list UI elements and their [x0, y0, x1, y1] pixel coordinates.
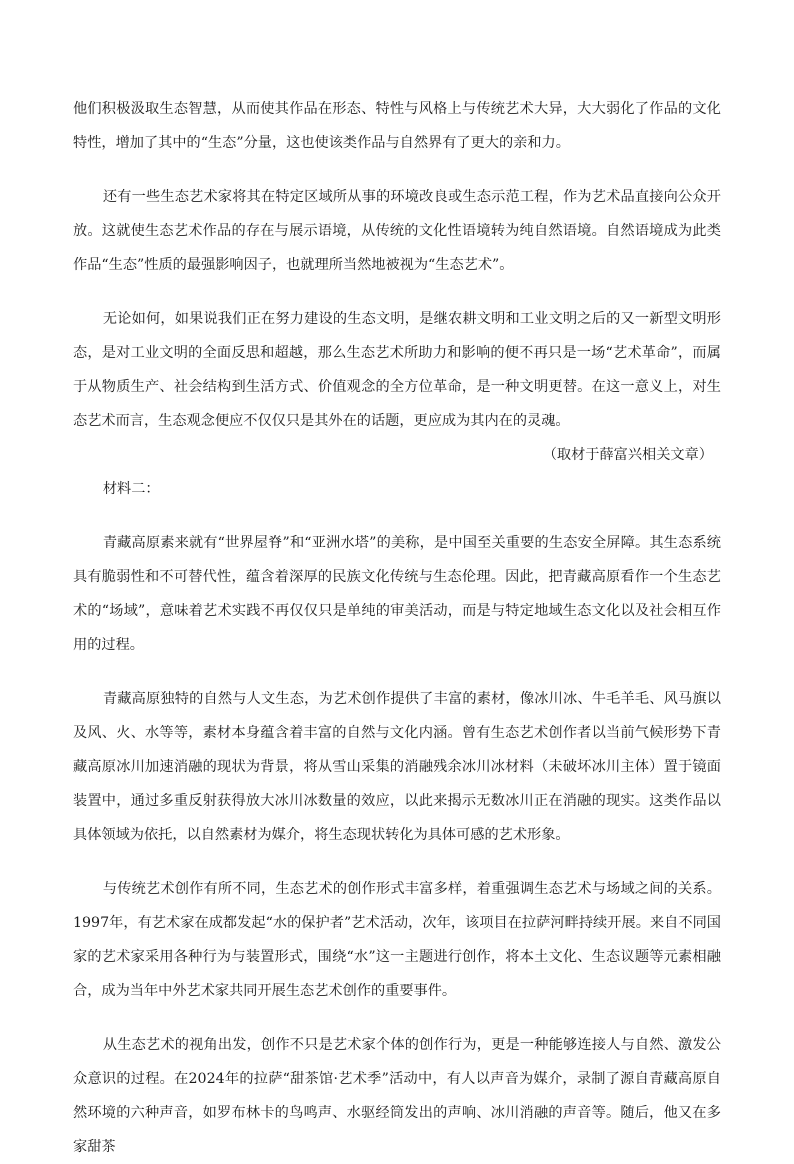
material-2-paragraph-1: 青藏高原素来就有“世界屋脊”和“亚洲水塔”的美称，是中国至关重要的生态安全屏障。其生态系统具有脆弱性和不可替代性，蕴含着深厚的民族文化传统与生态伦理。因此，把青藏高原看作一个生态艺术的“场域”，意味着艺术实践不再仅仅只是单纯的审美活动，而是与特定地域生态文化以及社会相互作用的过程。 [73, 535, 721, 653]
paragraph-2: 还有一些生态艺术家将其在特定区域所从事的环境改良或生态示范工程，作为艺术品直接向公众开放。这就使生态艺术作品的存在与展示语境，从传统的文化性语境转为纯自然语境。自然语境成为此类作品“生态”性质的最强影响因子，也就理所当然地被视为“生态艺术”。 [73, 189, 721, 273]
document-page [73, 92, 721, 1164]
material-2-paragraph-4: 从生态艺术的视角出发，创作不只是艺术家个体的创作行为，更是一种能够连接人与自然、激发公众意识的过程。在2024年的拉萨“甜茶馆·艺术季”活动中，有人以声音为媒介，录制了源自青藏高原自然环境的六种声音，如罗布林卡的鸟鸣声、水驱经筒发出的声响、冰川消融的声音等。随后，他又在多家甜茶 [73, 1037, 721, 1155]
material-2-paragraph-2: 青藏高原独特的自然与人文生态，为艺术创作提供了丰富的素材，像冰川冰、牛毛羊毛、风马旗以及风、火、水等等，素材本身蕴含着丰富的自然与文化内涵。曾有生态艺术创作者以当前气候形势下青藏高原冰川加速消融的现状为背景，将从雪山采集的消融残余冰川冰材料（未破坏冰川主体）置于镜面装置中，通过多重反射获得放大冰川冰数量的效应，以此来揭示无数冰川正在消融的现实。这类作品以具体领域为依托，以自然素材为媒介，将生态现状转化为具体可感的艺术形象。 [73, 691, 721, 843]
material-2-paragraph-3: 与传统艺术创作有所不同，生态艺术的创作形式丰富多样，着重强调生态艺术与场域之间的关系。1997年，有艺术家在成都发起“水的保护者”艺术活动，次年，该项目在拉萨河畔持续开展。来自不同国家的艺术家采用各种行为与装置形式，围绕“水”这一主题进行创作，将本土文化、生态议题等元素相融合，成为当年中外艺术家共同开展生态艺术创作的重要事件。 [73, 881, 721, 999]
source-citation: （取材于薛富兴相关文章） [542, 447, 713, 463]
paragraph-1: 他们积极汲取生态智慧，从而使其作品在形态、特性与风格上与传统艺术大异，大大弱化了作品的文化特性，增加了其中的“生态”分量，这也使该类作品与自然界有了更大的亲和力。 [73, 101, 721, 151]
paragraph-3: 无论如何，如果说我们正在努力建设的生态文明，是继农耕文明和工业文明之后的又一新型文明形态，是对工业文明的全面反思和超越，那么生态艺术所助力和影响的便不再只是一场“艺术革命”，而属于从物质生产、社会结构到生活方式、价值观念的全方位革命，是一种文明更替。在这一意义上，对生态艺术而言，生态观念便应不仅仅只是其外在的话题，更应成为其内在的灵魂。 [73, 311, 721, 429]
material-2-heading: 材料二： [102, 481, 160, 497]
